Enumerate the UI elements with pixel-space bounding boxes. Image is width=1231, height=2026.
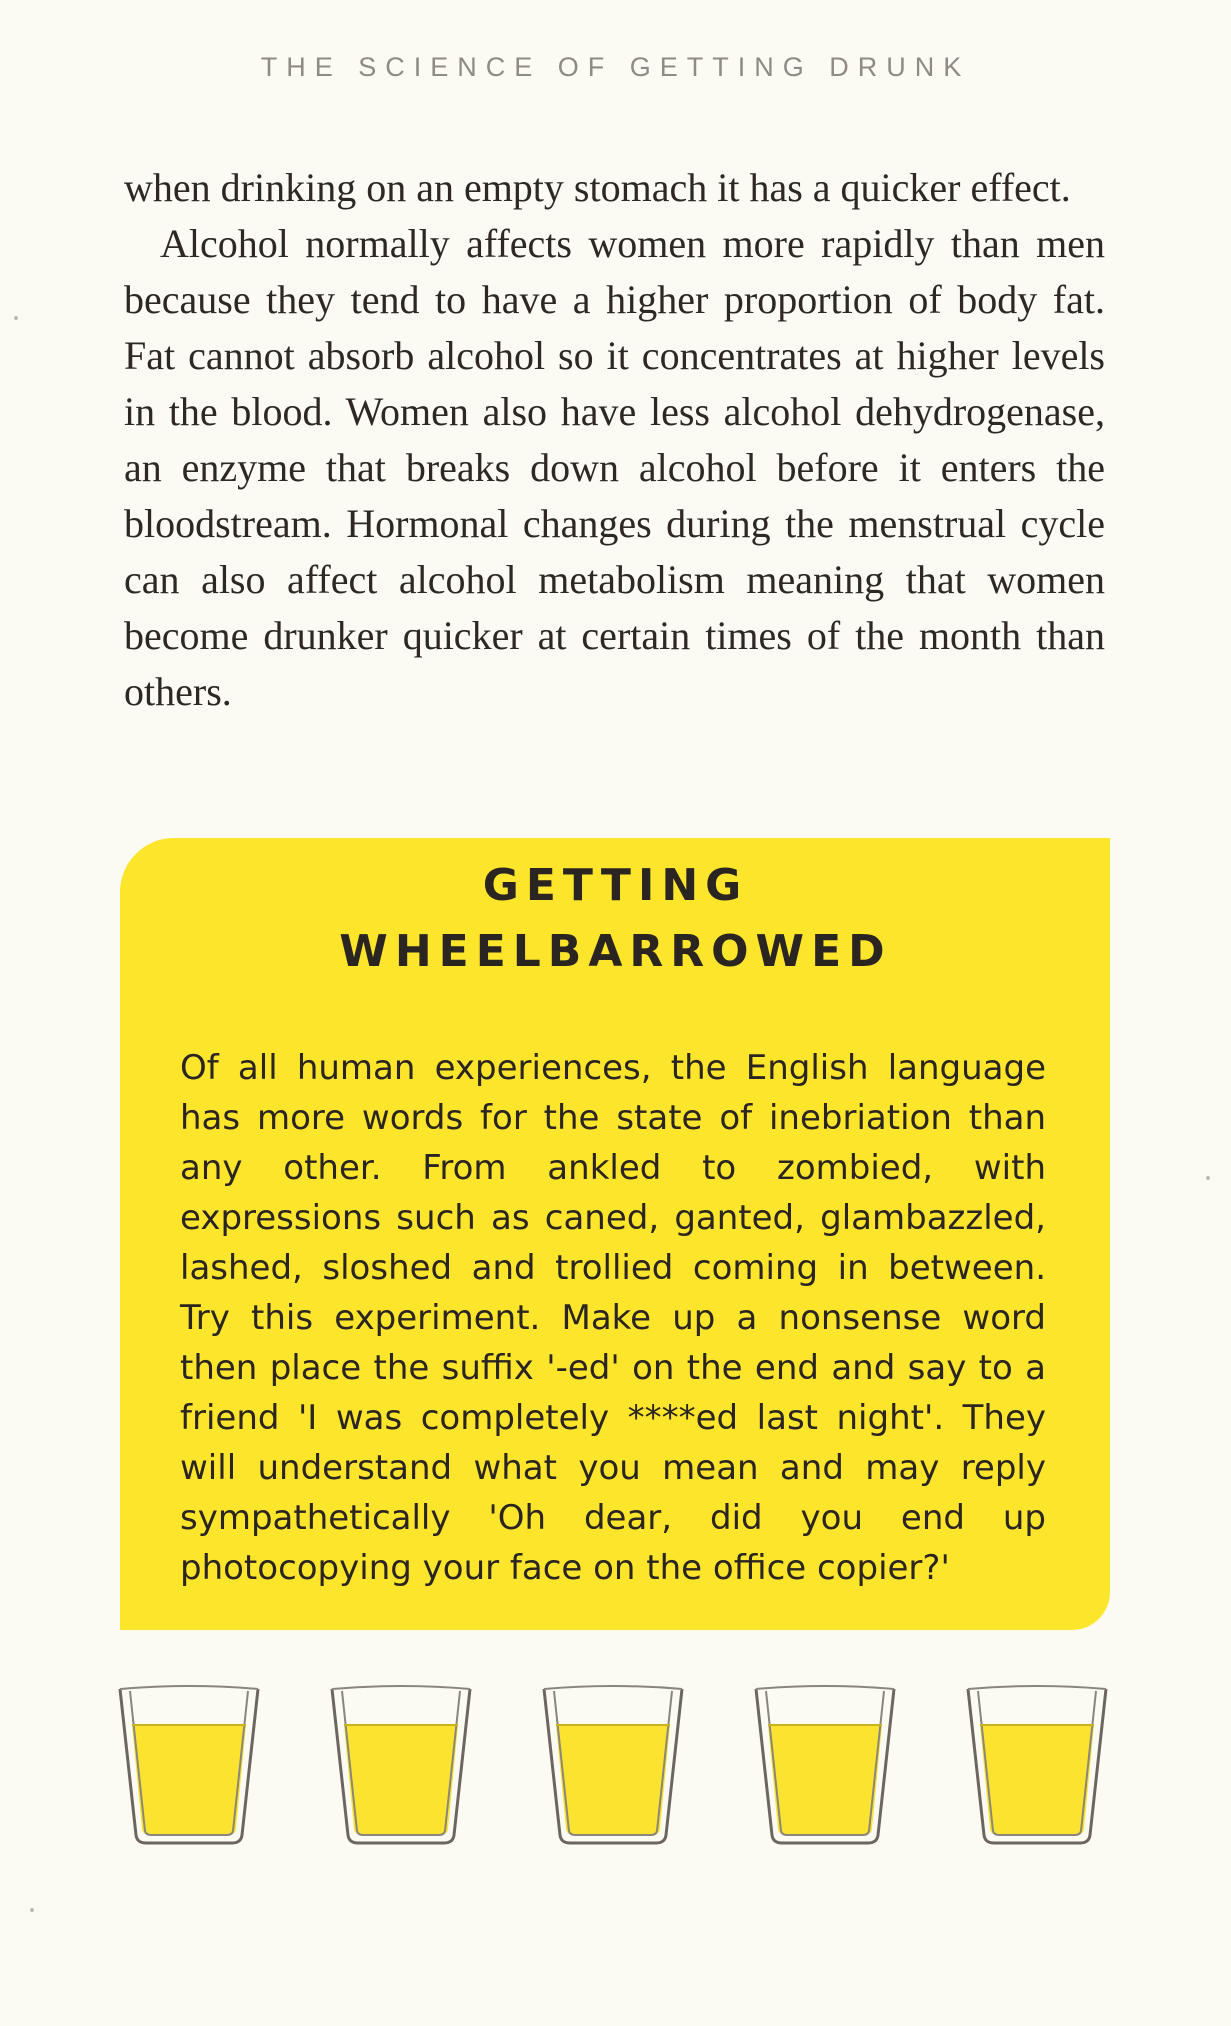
shot-glass-icon — [118, 1685, 260, 1845]
sidebar-title-line: GETTING — [482, 860, 749, 911]
paper-speck — [1206, 1176, 1210, 1180]
paragraph: Alcohol normally affects women more rapidly than men because they tend to have a higher proportion of body fat. Fat cannot absorb alcohol so it concentrates at higher levels in the blood. Women also have less alcohol dehydrogenase, an enzyme that breaks down alcohol before it enters the bloodstream. Hormonal changes during the menstrual cycle can also affect alcohol metabolism meaning that women become drunker quicker at certain times of the month than others. — [124, 221, 1105, 714]
shot-glass-icon — [330, 1685, 472, 1845]
paper-speck — [14, 316, 18, 320]
shot-glass-row — [110, 1685, 1110, 1845]
running-head: THE SCIENCE OF GETTING DRUNK — [260, 52, 971, 82]
sidebar-title-line: WHEELBARROWED — [339, 926, 892, 977]
sidebar-text: Of all human experiences, the English language has more words for the state of inebriation than any other. From ankled to zombied, with expressions such as caned, ganted, glambazzled, lashed, sloshed and trollied coming in between. Try this experiment. Make up a nonsense word then place the suffix '-ed' on the end and say to a friend 'I was completely ****ed last night'. They will understand what you mean and may reply sympathetically 'Oh dear, did you end up photocopying your face on the office copier?' — [180, 1048, 1046, 1588]
shot-glass-icon — [966, 1685, 1108, 1845]
sidebar-title — [0, 856, 1231, 988]
body-text — [124, 160, 1105, 720]
paragraph: when drinking on an empty stomach it has a quicker effect. — [124, 165, 1071, 210]
shot-glass-icon — [542, 1685, 684, 1845]
paper-speck — [30, 1908, 34, 1912]
shot-glass-icon — [754, 1685, 896, 1845]
